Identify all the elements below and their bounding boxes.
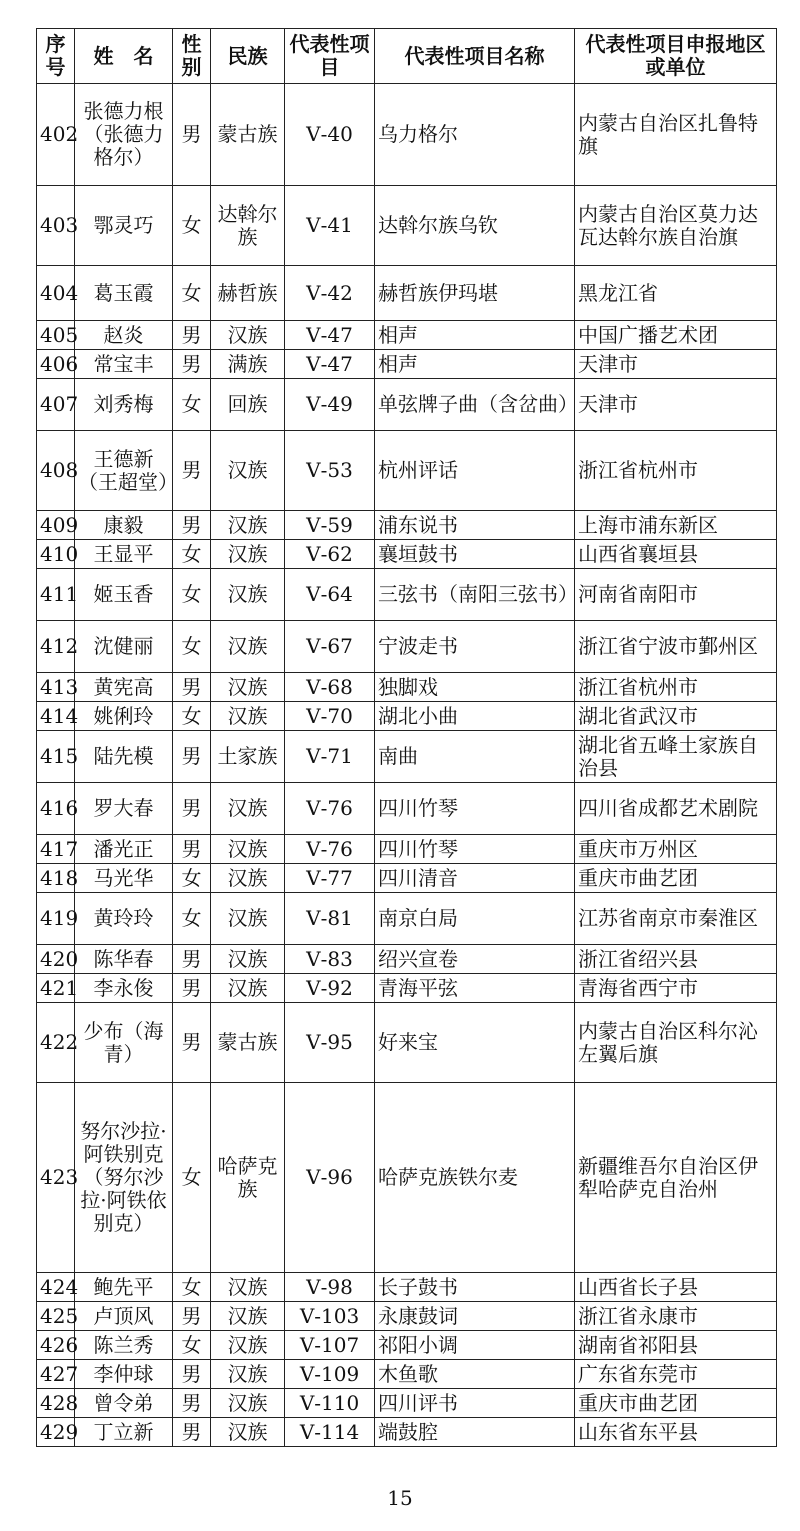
cell-project: 独脚戏 — [375, 673, 575, 702]
cell-no: 417 — [37, 835, 75, 864]
table-row — [37, 511, 777, 540]
cell-region: 山西省襄垣县 — [575, 540, 777, 569]
cell-sex: 男 — [173, 1389, 211, 1418]
cell-region: 河南省南阳市 — [575, 569, 777, 621]
cell-no: 405 — [37, 321, 75, 350]
cell-name: 黄宪高 — [75, 673, 173, 702]
cell-ethnicity: 汉族 — [211, 1418, 285, 1447]
cell-project: 宁波走书 — [375, 621, 575, 673]
cell-region: 中国广播艺术团 — [575, 321, 777, 350]
cell-region: 天津市 — [575, 350, 777, 379]
cell-code: Ⅴ-70 — [285, 702, 375, 731]
cell-name: 罗大春 — [75, 783, 173, 835]
cell-ethnicity: 汉族 — [211, 1331, 285, 1360]
header-no: 序号 — [37, 29, 75, 84]
cell-region: 上海市浦东新区 — [575, 511, 777, 540]
cell-code: Ⅴ-83 — [285, 945, 375, 974]
cell-project: 木鱼歌 — [375, 1360, 575, 1389]
cell-sex: 女 — [173, 569, 211, 621]
cell-region: 天津市 — [575, 379, 777, 431]
cell-name: 鲍先平 — [75, 1273, 173, 1302]
cell-project: 相声 — [375, 321, 575, 350]
cell-sex: 男 — [173, 945, 211, 974]
cell-code: Ⅴ-76 — [285, 835, 375, 864]
cell-region: 黑龙江省 — [575, 266, 777, 321]
table-row — [37, 974, 777, 1003]
cell-ethnicity: 汉族 — [211, 783, 285, 835]
cell-name: 丁立新 — [75, 1418, 173, 1447]
cell-name: 黄玲玲 — [75, 893, 173, 945]
cell-ethnicity: 满族 — [211, 350, 285, 379]
table-body — [37, 84, 777, 1447]
cell-code: Ⅴ-42 — [285, 266, 375, 321]
table-row — [37, 864, 777, 893]
cell-region: 浙江省宁波市鄞州区 — [575, 621, 777, 673]
cell-code: Ⅴ-114 — [285, 1418, 375, 1447]
cell-project: 端鼓腔 — [375, 1418, 575, 1447]
cell-project: 哈萨克族铁尔麦 — [375, 1083, 575, 1273]
cell-name: 张德力根（张德力格尔） — [75, 84, 173, 186]
cell-sex: 男 — [173, 1302, 211, 1331]
table-row — [37, 1360, 777, 1389]
cell-name: 曾令弟 — [75, 1389, 173, 1418]
cell-project: 长子鼓书 — [375, 1273, 575, 1302]
cell-code: Ⅴ-59 — [285, 511, 375, 540]
cell-code: Ⅴ-71 — [285, 731, 375, 783]
cell-name: 少布（海青） — [75, 1003, 173, 1083]
cell-region: 新疆维吾尔自治区伊犁哈萨克自治州 — [575, 1083, 777, 1273]
cell-region: 湖北省五峰土家族自治县 — [575, 731, 777, 783]
table-row — [37, 321, 777, 350]
table-row — [37, 945, 777, 974]
cell-region: 山西省长子县 — [575, 1273, 777, 1302]
table-row — [37, 1302, 777, 1331]
cell-no: 420 — [37, 945, 75, 974]
table-row — [37, 1389, 777, 1418]
cell-no: 412 — [37, 621, 75, 673]
cell-ethnicity: 汉族 — [211, 431, 285, 511]
page-number: 15 — [387, 1486, 413, 1510]
cell-project: 相声 — [375, 350, 575, 379]
cell-project: 达斡尔族乌钦 — [375, 186, 575, 266]
cell-project: 青海平弦 — [375, 974, 575, 1003]
cell-sex: 女 — [173, 379, 211, 431]
cell-ethnicity: 汉族 — [211, 540, 285, 569]
cell-no: 421 — [37, 974, 75, 1003]
table-header-row — [37, 29, 777, 84]
cell-code: Ⅴ-68 — [285, 673, 375, 702]
cell-name: 马光华 — [75, 864, 173, 893]
cell-name: 陈华春 — [75, 945, 173, 974]
cell-no: 404 — [37, 266, 75, 321]
header-sex: 性别 — [173, 29, 211, 84]
cell-project: 湖北小曲 — [375, 702, 575, 731]
table-row — [37, 350, 777, 379]
cell-region: 广东省东莞市 — [575, 1360, 777, 1389]
cell-no: 429 — [37, 1418, 75, 1447]
cell-region: 湖南省祁阳县 — [575, 1331, 777, 1360]
cell-code: Ⅴ-77 — [285, 864, 375, 893]
cell-region: 湖北省武汉市 — [575, 702, 777, 731]
cell-code: Ⅴ-49 — [285, 379, 375, 431]
cell-sex: 男 — [173, 974, 211, 1003]
cell-project: 浦东说书 — [375, 511, 575, 540]
cell-ethnicity: 汉族 — [211, 569, 285, 621]
cell-code: Ⅴ-62 — [285, 540, 375, 569]
cell-sex: 女 — [173, 266, 211, 321]
cell-no: 403 — [37, 186, 75, 266]
cell-name: 努尔沙拉·阿铁别克（努尔沙拉·阿铁依别克） — [75, 1083, 173, 1273]
cell-project: 绍兴宣卷 — [375, 945, 575, 974]
table-row — [37, 1273, 777, 1302]
cell-no: 422 — [37, 1003, 75, 1083]
cell-region: 四川省成都艺术剧院 — [575, 783, 777, 835]
table-row — [37, 1418, 777, 1447]
cell-ethnicity: 汉族 — [211, 835, 285, 864]
cell-no: 419 — [37, 893, 75, 945]
cell-ethnicity: 汉族 — [211, 945, 285, 974]
table-row — [37, 540, 777, 569]
cell-ethnicity: 汉族 — [211, 864, 285, 893]
cell-project: 赫哲族伊玛堪 — [375, 266, 575, 321]
cell-project: 乌力格尔 — [375, 84, 575, 186]
cell-name: 葛玉霞 — [75, 266, 173, 321]
cell-ethnicity: 汉族 — [211, 1302, 285, 1331]
cell-code: Ⅴ-41 — [285, 186, 375, 266]
cell-ethnicity: 达斡尔族 — [211, 186, 285, 266]
cell-project: 襄垣鼓书 — [375, 540, 575, 569]
cell-ethnicity: 土家族 — [211, 731, 285, 783]
cell-region: 重庆市曲艺团 — [575, 1389, 777, 1418]
cell-ethnicity: 汉族 — [211, 1360, 285, 1389]
cell-sex: 女 — [173, 1273, 211, 1302]
cell-no: 413 — [37, 673, 75, 702]
cell-no: 409 — [37, 511, 75, 540]
cell-name: 康毅 — [75, 511, 173, 540]
cell-no: 418 — [37, 864, 75, 893]
cell-name: 卢顶风 — [75, 1302, 173, 1331]
cell-region: 浙江省绍兴县 — [575, 945, 777, 974]
table-row — [37, 893, 777, 945]
cell-code: Ⅴ-103 — [285, 1302, 375, 1331]
cell-no: 411 — [37, 569, 75, 621]
cell-code: Ⅴ-64 — [285, 569, 375, 621]
header-project: 代表性项目名称 — [375, 29, 575, 84]
cell-no: 415 — [37, 731, 75, 783]
header-ethnicity: 民族 — [211, 29, 285, 84]
cell-code: Ⅴ-107 — [285, 1331, 375, 1360]
cell-sex: 男 — [173, 84, 211, 186]
cell-ethnicity: 汉族 — [211, 1273, 285, 1302]
cell-ethnicity: 蒙古族 — [211, 84, 285, 186]
table-row — [37, 266, 777, 321]
cell-project: 祁阳小调 — [375, 1331, 575, 1360]
cell-project: 四川竹琴 — [375, 835, 575, 864]
cell-project: 单弦牌子曲（含岔曲） — [375, 379, 575, 431]
cell-sex: 女 — [173, 893, 211, 945]
cell-no: 416 — [37, 783, 75, 835]
cell-ethnicity: 汉族 — [211, 321, 285, 350]
table-row — [37, 1331, 777, 1360]
cell-sex: 男 — [173, 350, 211, 379]
table-row — [37, 835, 777, 864]
cell-project: 南京白局 — [375, 893, 575, 945]
cell-name: 赵炎 — [75, 321, 173, 350]
header-name: 姓 名 — [75, 29, 173, 84]
cell-name: 李永俊 — [75, 974, 173, 1003]
cell-project: 南曲 — [375, 731, 575, 783]
cell-region: 内蒙古自治区扎鲁特旗 — [575, 84, 777, 186]
cell-region: 内蒙古自治区莫力达瓦达斡尔族自治旗 — [575, 186, 777, 266]
cell-code: Ⅴ-96 — [285, 1083, 375, 1273]
cell-project: 四川评书 — [375, 1389, 575, 1418]
cell-name: 陆先模 — [75, 731, 173, 783]
cell-name: 王显平 — [75, 540, 173, 569]
cell-project: 永康鼓词 — [375, 1302, 575, 1331]
cell-name: 陈兰秀 — [75, 1331, 173, 1360]
cell-no: 426 — [37, 1331, 75, 1360]
cell-sex: 女 — [173, 621, 211, 673]
cell-region: 山东省东平县 — [575, 1418, 777, 1447]
cell-project: 杭州评话 — [375, 431, 575, 511]
cell-sex: 男 — [173, 511, 211, 540]
cell-sex: 女 — [173, 186, 211, 266]
cell-code: Ⅴ-95 — [285, 1003, 375, 1083]
cell-no: 414 — [37, 702, 75, 731]
cell-sex: 男 — [173, 673, 211, 702]
cell-project: 好来宝 — [375, 1003, 575, 1083]
table-row — [37, 186, 777, 266]
cell-name: 李仲球 — [75, 1360, 173, 1389]
cell-region: 内蒙古自治区科尔沁左翼后旗 — [575, 1003, 777, 1083]
table-row — [37, 84, 777, 186]
cell-region: 浙江省杭州市 — [575, 431, 777, 511]
cell-region: 浙江省永康市 — [575, 1302, 777, 1331]
cell-region: 重庆市万州区 — [575, 835, 777, 864]
cell-code: Ⅴ-81 — [285, 893, 375, 945]
cell-ethnicity: 汉族 — [211, 974, 285, 1003]
cell-ethnicity: 回族 — [211, 379, 285, 431]
table-row — [37, 1003, 777, 1083]
cell-code: Ⅴ-53 — [285, 431, 375, 511]
cell-no: 410 — [37, 540, 75, 569]
cell-sex: 男 — [173, 835, 211, 864]
cell-name: 姚俐玲 — [75, 702, 173, 731]
cell-no: 406 — [37, 350, 75, 379]
cell-ethnicity: 赫哲族 — [211, 266, 285, 321]
cell-no: 407 — [37, 379, 75, 431]
cell-ethnicity: 汉族 — [211, 511, 285, 540]
table-row — [37, 783, 777, 835]
cell-region: 青海省西宁市 — [575, 974, 777, 1003]
table-row — [37, 673, 777, 702]
cell-no: 428 — [37, 1389, 75, 1418]
cell-code: Ⅴ-110 — [285, 1389, 375, 1418]
table-row — [37, 731, 777, 783]
cell-name: 姬玉香 — [75, 569, 173, 621]
cell-ethnicity: 汉族 — [211, 1389, 285, 1418]
cell-sex: 女 — [173, 864, 211, 893]
cell-project: 四川竹琴 — [375, 783, 575, 835]
cell-ethnicity: 哈萨克族 — [211, 1083, 285, 1273]
cell-code: Ⅴ-67 — [285, 621, 375, 673]
cell-ethnicity: 汉族 — [211, 621, 285, 673]
cell-no: 423 — [37, 1083, 75, 1273]
cell-code: Ⅴ-40 — [285, 84, 375, 186]
cell-region: 浙江省杭州市 — [575, 673, 777, 702]
table-row — [37, 702, 777, 731]
cell-region: 江苏省南京市秦淮区 — [575, 893, 777, 945]
cell-no: 424 — [37, 1273, 75, 1302]
header-region: 代表性项目申报地区或单位 — [575, 29, 777, 84]
cell-code: Ⅴ-98 — [285, 1273, 375, 1302]
cell-name: 常宝丰 — [75, 350, 173, 379]
inheritor-table — [36, 28, 777, 1447]
cell-no: 402 — [37, 84, 75, 186]
table-row — [37, 621, 777, 673]
cell-no: 425 — [37, 1302, 75, 1331]
table-row — [37, 431, 777, 511]
cell-sex: 女 — [173, 702, 211, 731]
cell-sex: 女 — [173, 540, 211, 569]
table-row — [37, 379, 777, 431]
cell-code: Ⅴ-76 — [285, 783, 375, 835]
cell-sex: 男 — [173, 1003, 211, 1083]
table-row — [37, 1083, 777, 1273]
cell-name: 沈健丽 — [75, 621, 173, 673]
cell-sex: 男 — [173, 321, 211, 350]
table-row — [37, 569, 777, 621]
cell-sex: 女 — [173, 1331, 211, 1360]
cell-project: 三弦书（南阳三弦书） — [375, 569, 575, 621]
cell-sex: 男 — [173, 431, 211, 511]
cell-sex: 女 — [173, 1083, 211, 1273]
cell-name: 刘秀梅 — [75, 379, 173, 431]
cell-sex: 男 — [173, 1418, 211, 1447]
cell-ethnicity: 蒙古族 — [211, 1003, 285, 1083]
cell-name: 鄂灵巧 — [75, 186, 173, 266]
cell-code: Ⅴ-47 — [285, 321, 375, 350]
cell-region: 重庆市曲艺团 — [575, 864, 777, 893]
cell-code: Ⅴ-92 — [285, 974, 375, 1003]
cell-sex: 男 — [173, 1360, 211, 1389]
cell-sex: 男 — [173, 731, 211, 783]
cell-ethnicity: 汉族 — [211, 673, 285, 702]
header-code: 代表性项目 — [285, 29, 375, 84]
cell-ethnicity: 汉族 — [211, 893, 285, 945]
cell-sex: 男 — [173, 783, 211, 835]
cell-code: Ⅴ-47 — [285, 350, 375, 379]
cell-ethnicity: 汉族 — [211, 702, 285, 731]
cell-no: 408 — [37, 431, 75, 511]
cell-no: 427 — [37, 1360, 75, 1389]
cell-code: Ⅴ-109 — [285, 1360, 375, 1389]
cell-name: 潘光正 — [75, 835, 173, 864]
cell-name: 王德新（王超堂） — [75, 431, 173, 511]
cell-project: 四川清音 — [375, 864, 575, 893]
